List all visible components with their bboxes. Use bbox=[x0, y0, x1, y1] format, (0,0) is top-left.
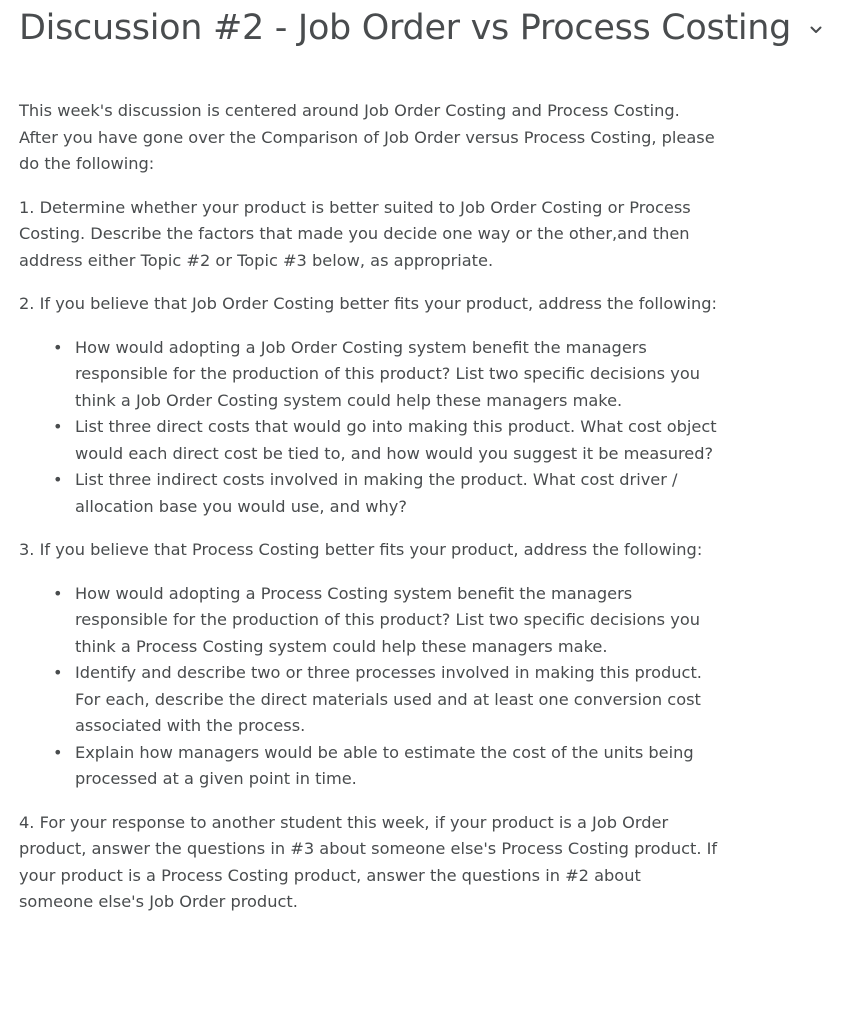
intro-paragraph: This week's discussion is centered around Job Order Costing and Process Costing. After you have gone over the Comparison of Job Order versus Process Costing, please do the following: bbox=[19, 101, 715, 173]
bullet-icon: • bbox=[53, 583, 63, 603]
list-item bbox=[53, 335, 719, 415]
list-item-text: How would adopting a Process Costing system benefit the managers responsible for the production of this product? List two specific decisions you think a Process Costing system could help these managers make. bbox=[75, 583, 700, 656]
list-item bbox=[53, 740, 719, 793]
bullet-icon: • bbox=[53, 742, 63, 762]
item-2-paragraph: 2. If you believe that Job Order Costing better fits your product, address the following: bbox=[19, 294, 717, 313]
list-item-text: Explain how managers would be able to estimate the cost of the units being processed at a given point in time. bbox=[75, 742, 694, 788]
list-item-text: List three direct costs that would go into making this product. What cost object would each direct cost be tied to, and how would you suggest it be measured? bbox=[75, 417, 717, 463]
list-item-text: Identify and describe two or three processes involved in making this product. For each, describe the direct materials used and at least one conversion cost associated with the process. bbox=[75, 663, 702, 735]
title-row bbox=[19, 0, 827, 56]
list-item bbox=[53, 414, 719, 467]
item-2-bullet-list bbox=[19, 335, 719, 521]
list-item bbox=[53, 660, 719, 740]
chevron-down-icon[interactable] bbox=[805, 19, 827, 41]
list-item bbox=[53, 467, 719, 520]
page-title: Discussion #2 - Job Order vs Process Costing bbox=[19, 8, 792, 48]
bullet-icon: • bbox=[53, 663, 63, 682]
item-1-paragraph: 1. Determine whether your product is better suited to Job Order Costing or Process Costing. Describe the factors that made you decide one way or the other,and then address either Topic #2 or Topic #3 below, as appropriate. bbox=[19, 197, 691, 270]
list-item-text: List three indirect costs involved in making the product. What cost driver / allocation base you would use, and why? bbox=[75, 470, 678, 516]
bullet-icon: • bbox=[53, 337, 63, 357]
bullet-icon: • bbox=[53, 470, 63, 489]
item-3-paragraph: 3. If you believe that Process Costing better fits your product, address the following: bbox=[19, 540, 703, 559]
list-item bbox=[53, 581, 719, 661]
item-4-paragraph: 4. For your response to another student this week, if your product is a Job Order product, answer the questions in #3 about someone else's Process Costing product. If your product is a Process Costing product, answer the questions in #2 about someone else's Job Order product. bbox=[19, 812, 718, 911]
bullet-icon: • bbox=[53, 417, 63, 436]
list-item-text: How would adopting a Job Order Costing system benefit the managers responsible for the production of this product? List two specific decisions you think a Job Order Costing system could help these managers make. bbox=[75, 337, 700, 410]
discussion-content bbox=[19, 98, 719, 916]
item-3-bullet-list bbox=[19, 581, 719, 793]
